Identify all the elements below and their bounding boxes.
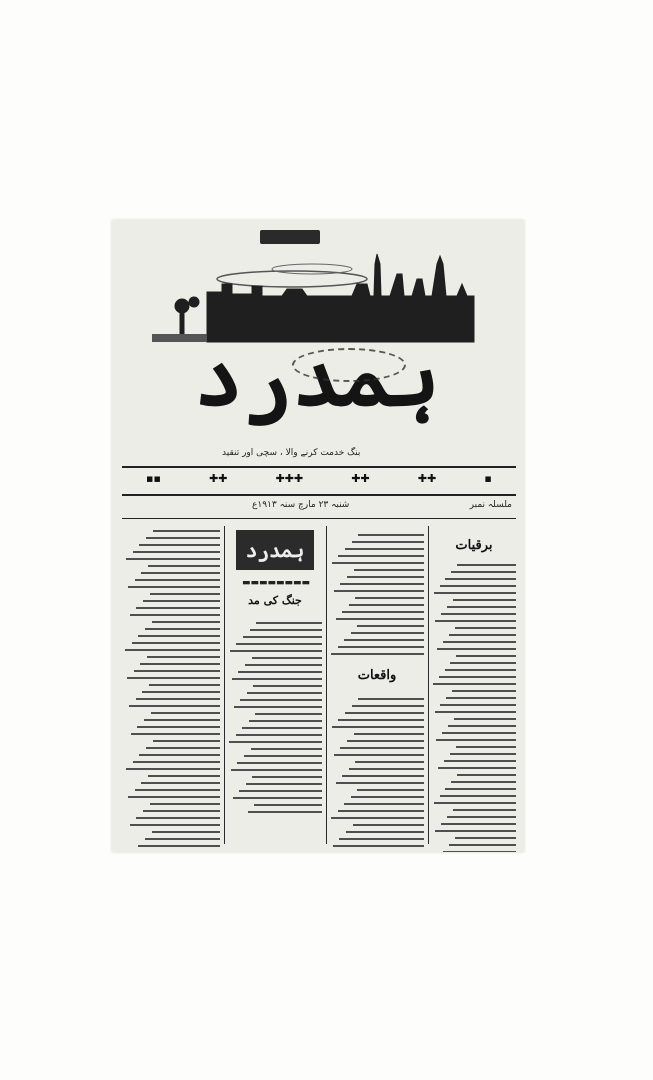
text-line xyxy=(128,586,220,588)
text-line xyxy=(355,761,424,763)
text-line xyxy=(338,719,424,721)
text-line xyxy=(331,817,424,819)
text-line xyxy=(231,769,322,771)
column-text xyxy=(124,530,220,852)
text-line xyxy=(354,733,425,735)
text-line xyxy=(234,706,322,708)
column-jang xyxy=(228,530,322,840)
text-line xyxy=(149,684,220,686)
rule-top xyxy=(122,466,516,468)
text-line xyxy=(443,641,516,643)
text-line xyxy=(336,782,424,784)
text-line xyxy=(240,699,322,701)
text-line xyxy=(352,705,424,707)
text-line xyxy=(351,632,424,634)
text-line xyxy=(253,685,322,687)
text-line xyxy=(349,768,424,770)
text-line xyxy=(333,845,424,847)
text-line xyxy=(147,656,220,658)
column-waqiat xyxy=(330,530,424,840)
masthead-title: ہمدرد xyxy=(193,326,441,425)
text-line xyxy=(345,548,424,550)
text-line xyxy=(135,789,220,791)
issue-meta-left: ملسلہ نمبر xyxy=(469,500,512,510)
text-line xyxy=(357,625,424,627)
text-line xyxy=(130,614,220,616)
text-line xyxy=(148,565,220,567)
column-heading: جنگ کی مد xyxy=(248,594,302,607)
text-line xyxy=(127,677,220,679)
text-line xyxy=(134,670,220,672)
text-line xyxy=(139,544,220,546)
text-line xyxy=(443,851,516,852)
text-line xyxy=(153,530,220,532)
text-line xyxy=(153,740,220,742)
text-line xyxy=(140,663,220,665)
text-line xyxy=(447,606,516,608)
text-line xyxy=(455,837,516,839)
issue-meta-right: شنبہ ۲۳ مارچ سنہ ۱۹۱۳ع xyxy=(252,500,350,510)
text-line xyxy=(347,740,424,742)
text-line xyxy=(249,720,322,722)
column-text xyxy=(330,698,424,852)
text-line xyxy=(346,831,424,833)
text-line xyxy=(148,775,220,777)
text-line xyxy=(237,762,322,764)
text-line xyxy=(435,711,516,713)
text-line xyxy=(244,755,322,757)
text-line xyxy=(230,650,322,652)
text-line xyxy=(457,564,516,566)
text-line xyxy=(332,726,424,728)
text-line xyxy=(445,788,516,790)
text-line xyxy=(434,592,516,594)
cartouche-ornament xyxy=(292,348,406,382)
text-line xyxy=(142,691,220,693)
column-left xyxy=(124,530,220,840)
text-line xyxy=(252,657,323,659)
text-line xyxy=(355,597,424,599)
text-line xyxy=(248,811,322,813)
text-line xyxy=(456,655,516,657)
newspaper-scan xyxy=(112,220,524,852)
text-line xyxy=(150,593,220,595)
text-line xyxy=(434,802,516,804)
text-line xyxy=(254,804,322,806)
text-line xyxy=(451,781,516,783)
column-rule xyxy=(428,526,429,844)
text-line xyxy=(440,795,516,797)
rule-bottom xyxy=(122,518,516,519)
text-line xyxy=(135,579,220,581)
text-line xyxy=(339,838,424,840)
column-text xyxy=(228,622,322,818)
text-line xyxy=(442,732,516,734)
text-line xyxy=(331,653,424,655)
text-line xyxy=(245,664,322,666)
text-line xyxy=(125,649,220,651)
text-line xyxy=(357,789,424,791)
text-line xyxy=(358,534,424,536)
text-line xyxy=(233,797,322,799)
text-line xyxy=(332,562,424,564)
text-line xyxy=(129,705,220,707)
text-line xyxy=(351,796,424,798)
text-line xyxy=(441,823,516,825)
text-line xyxy=(449,844,516,846)
text-line xyxy=(133,551,220,553)
text-line xyxy=(132,642,220,644)
text-line xyxy=(133,761,220,763)
text-line xyxy=(454,718,516,720)
text-line xyxy=(450,662,516,664)
text-line xyxy=(452,690,516,692)
column-banner xyxy=(236,530,314,570)
rule-mid xyxy=(122,494,516,496)
text-line xyxy=(338,555,424,557)
text-line xyxy=(229,741,322,743)
text-line xyxy=(445,669,516,671)
column-rule xyxy=(326,526,327,844)
text-line xyxy=(255,713,322,715)
column-rule xyxy=(224,526,225,844)
text-line xyxy=(441,613,516,615)
text-line xyxy=(344,639,424,641)
text-line xyxy=(139,754,220,756)
ornament-row: ▪▪ ✚✚ ✚✚✚ ✚✚ ✚✚ ▪ xyxy=(146,472,492,485)
column-text xyxy=(432,564,516,852)
text-line xyxy=(342,611,424,613)
text-line xyxy=(143,810,220,812)
text-line xyxy=(453,599,516,601)
text-line xyxy=(251,748,322,750)
text-line xyxy=(340,583,424,585)
text-line xyxy=(435,620,516,622)
text-line xyxy=(145,628,220,630)
text-line xyxy=(340,747,424,749)
text-line xyxy=(435,830,516,832)
text-line xyxy=(447,816,516,818)
text-line xyxy=(448,725,516,727)
text-line xyxy=(238,671,322,673)
text-line xyxy=(246,783,322,785)
text-line xyxy=(457,774,516,776)
text-line xyxy=(126,768,220,770)
text-line xyxy=(450,753,516,755)
text-line xyxy=(344,803,424,805)
text-line xyxy=(349,604,424,606)
column-heading: برقیات xyxy=(455,538,493,553)
text-line xyxy=(446,697,516,699)
text-line xyxy=(444,760,516,762)
text-line xyxy=(451,571,516,573)
text-line xyxy=(440,704,516,706)
text-line xyxy=(445,578,516,580)
text-line xyxy=(242,727,322,729)
text-line xyxy=(145,838,220,840)
column-banner-title: ہمدرد xyxy=(245,538,305,562)
text-line xyxy=(126,558,220,560)
text-line xyxy=(152,621,220,623)
column-text xyxy=(330,534,424,660)
text-line xyxy=(136,607,220,609)
text-line xyxy=(138,845,220,847)
text-line xyxy=(353,824,424,826)
text-line xyxy=(456,746,516,748)
text-line xyxy=(334,590,424,592)
text-line xyxy=(453,809,516,811)
tagline: بنگ خدمت کرنے والا ، سچی اور تنقید xyxy=(222,448,361,458)
text-line xyxy=(354,569,425,571)
column-heading: واقعات xyxy=(357,668,397,683)
text-line xyxy=(358,698,424,700)
text-line xyxy=(152,831,220,833)
text-line xyxy=(439,676,516,678)
column-date: ▬▬▬▬▬▬▬▬ xyxy=(242,578,311,588)
text-line xyxy=(436,739,516,741)
text-line xyxy=(143,600,220,602)
text-line xyxy=(144,719,220,721)
text-line xyxy=(342,775,424,777)
text-line xyxy=(146,747,220,749)
text-line xyxy=(146,537,220,539)
text-line xyxy=(336,618,424,620)
text-line xyxy=(252,776,322,778)
text-line xyxy=(440,585,516,587)
text-line xyxy=(232,678,322,680)
text-line xyxy=(250,629,322,631)
text-line xyxy=(247,692,322,694)
text-line xyxy=(347,576,424,578)
text-line xyxy=(136,817,220,819)
text-line xyxy=(449,634,516,636)
text-line xyxy=(243,636,322,638)
text-line xyxy=(338,646,424,648)
text-line xyxy=(438,767,516,769)
column-brqiyat xyxy=(432,530,516,840)
text-line xyxy=(141,782,220,784)
text-line xyxy=(151,712,220,714)
text-line xyxy=(345,712,424,714)
text-line xyxy=(239,790,322,792)
text-line xyxy=(236,734,322,736)
text-line xyxy=(130,824,220,826)
text-line xyxy=(437,648,516,650)
text-line xyxy=(256,622,322,624)
text-line xyxy=(131,733,220,735)
text-line xyxy=(352,541,424,543)
text-line xyxy=(136,698,220,700)
text-line xyxy=(137,726,220,728)
text-line xyxy=(128,796,220,798)
text-line xyxy=(455,627,516,629)
text-line xyxy=(141,572,220,574)
text-line xyxy=(334,754,424,756)
text-line xyxy=(433,683,516,685)
text-line xyxy=(338,810,424,812)
text-line xyxy=(150,803,220,805)
text-line xyxy=(236,643,322,645)
text-line xyxy=(138,635,220,637)
